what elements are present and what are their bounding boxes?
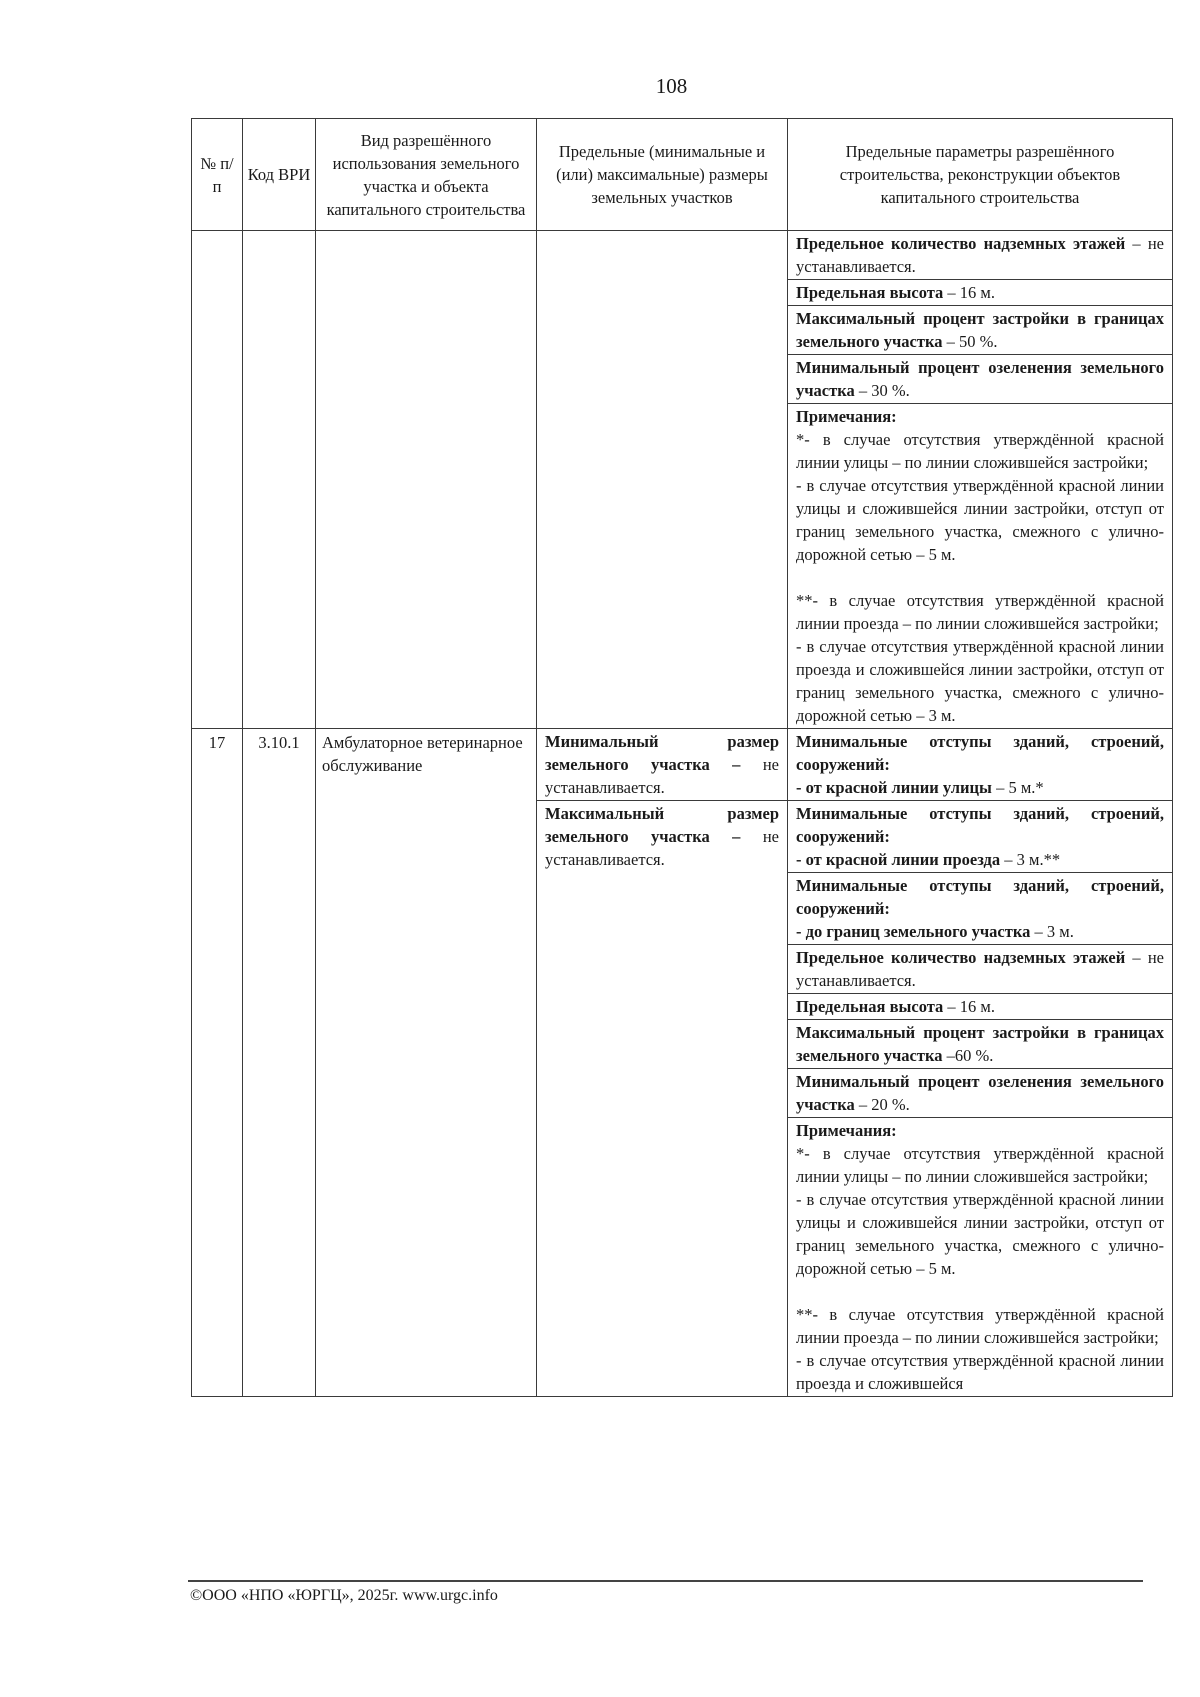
param-block: Предельная высота – 16 м. [788,280,1172,306]
note-text: - в случае отсутствия утверждённой красной линии проезда и сложившейся [796,1351,1164,1393]
header-code: Код ВРИ [243,119,316,231]
params-cell-prev [788,231,1173,729]
header-num: № п/п [192,119,243,231]
note-text: *- в случае отсутствия утверждённой красной линии улицы – по линии сложившейся застройки; [796,430,1164,472]
size-block: Минимальный размер земельного участка – не устанавливается. [537,729,787,801]
table-row-17 [192,729,1173,1397]
param-block: Максимальный процент застройки в границах земельного участка – 50 %. [788,306,1172,355]
params-cell-17 [788,729,1173,1397]
notes-block: Примечания: *- в случае отсутствия утверждённой красной линии улицы – по линии сложившейся застройки; - в случае отсутствия утверждённой красной линии улицы и сложившейся линии застройки, отступ от границ земельного участка, смежного с улично-дорожной сетью – 5 м. **- в случае отсутствия утверждённой красной линии проезда – по линии сложившейся застройки; - в случае отсутствия утверждённой красной линии проезда и сложившейся линии застройки, отступ от границ земельного участка, смежного с улично-дорожной сетью – 3 м. [796,407,1164,725]
param-block: Предельная высота – 16 м. [788,994,1172,1020]
setback-block: Минимальные отступы зданий, строений, сооружений: - до границ земельного участка – 3 м. [788,873,1172,945]
page-number: 108 [655,74,688,98]
note-text: - в случае отсутствия утверждённой красной линии улицы и сложившейся линии застройки, отступ от границ земельного участка, смежного с улично-дорожной сетью – 5 м. [796,1190,1164,1278]
note-text: - в случае отсутствия утверждённой красной линии улицы и сложившейся линии застройки, отступ от границ земельного участка, смежного с улично-дорожной сетью – 5 м. [796,476,1164,564]
regulations-table [191,118,1173,1397]
note-text: **- в случае отсутствия утверждённой красной линии проезда – по линии сложившейся застройки; [796,1305,1164,1347]
footer-copyright: ©ООО «НПО «ЮРГЦ», 2025г. www.urgc.info [190,1587,498,1604]
param-block: Предельное количество надземных этажей – не устанавливается. [788,945,1172,994]
setback-block: Минимальные отступы зданий, строений, сооружений: - от красной линии улицы – 5 м.* [788,729,1172,801]
note-text: - в случае отсутствия утверждённой красной линии проезда и сложившейся линии застройки, отступ от границ земельного участка, смежного с улично-дорожной сетью – 3 м. [796,637,1164,725]
param-block: Предельное количество надземных этажей – не устанавливается. [788,231,1172,280]
size-cell [537,729,788,1397]
table-row-continued [192,231,1173,729]
row-number: 17 [192,729,243,1397]
vri-code: 3.10.1 [243,729,316,1397]
size-block: Максимальный размер земельного участка – не устанавливается. [545,804,779,869]
notes-block: Примечания: *- в случае отсутствия утверждённой красной линии улицы – по линии сложившейся застройки; - в случае отсутствия утверждённой красной линии улицы и сложившейся линии застройки, отступ от границ земельного участка, смежного с улично-дорожной сетью – 5 м. **- в случае отсутствия утверждённой красной линии проезда – по линии сложившейся застройки; - в случае отсутствия утверждённой красной линии проезда и сложившейся [796,1121,1164,1393]
param-block: Минимальный процент озеленения земельного участка – 30 %. [788,355,1172,404]
use-type: Амбулаторное ветеринарное обслуживание [316,729,537,1397]
header-type: Вид разрешённого использования земельного участка и объекта капитального строительства [316,119,537,231]
param-block: Максимальный процент застройки в границах земельного участка –60 %. [788,1020,1172,1069]
header-row [192,119,1173,231]
footer-divider [188,1580,1143,1582]
note-text: **- в случае отсутствия утверждённой красной линии проезда – по линии сложившейся застройки; [796,591,1164,633]
note-text: *- в случае отсутствия утверждённой красной линии улицы – по линии сложившейся застройки; [796,1144,1164,1186]
header-size: Предельные (минимальные и (или) максимальные) размеры земельных участков [537,119,788,231]
header-params: Предельные параметры разрешённого строительства, реконструкции объектов капитального строительства [788,119,1173,231]
param-block: Минимальный процент озеленения земельного участка – 20 %. [788,1069,1172,1118]
setback-block: Минимальные отступы зданий, строений, сооружений: - от красной линии проезда – 3 м.** [788,801,1172,873]
